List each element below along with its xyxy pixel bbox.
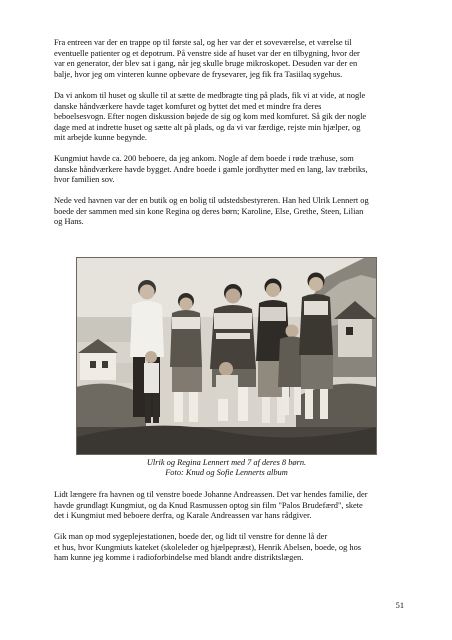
photo-credit: Foto: Knud og Sofie Lennerts album — [165, 468, 288, 477]
text-line: var en generator, der blev sat i gang, når jeg skulle bruge mikroskopet. Desuden var der en — [54, 59, 358, 69]
text-line: beboelsesvogn. Efter nogen diskussion bøjede de sig og kom med komfuret. Så gik der nogle — [54, 112, 367, 122]
text-line: balje, hvor jeg om vinteren kunne opbevare de frysevarer, jeg fik fra Tasiilaq sygehus. — [54, 69, 343, 79]
family-photo — [76, 257, 377, 455]
text-line: mit arbejde kunne begynde. — [54, 133, 148, 143]
family-photo-image — [76, 257, 377, 455]
text-line: ham kunne jeg komme i radioforbindelse med blandt andre distriktslægen. — [54, 553, 304, 563]
text-line: eventuelle patienter og et depotrum. På venstre side af huset var der en tilbygning, hvor der — [54, 48, 360, 58]
text-line: et hus, hvor Kungmiuts kateket (skoleleder og hjælpepræst), Henrik Abelsen, boede, og hos — [54, 542, 362, 552]
paragraph-arrival — [54, 91, 404, 144]
photo-caption: Ulrik og Regina Lennert med 7 af deres 8 børn. — [146, 458, 307, 467]
text-line: Kungmiut havde ca. 200 beboere, da jeg ankom. Nogle af dem boede i røde træhuse, som — [54, 154, 354, 163]
text-line: danske håndværkere havde bygget. Andre boede i gamle jordhytter med en lang, lav træbriks, — [54, 164, 368, 174]
text-line: havde grundlagt Kungmiut, og da Knud Rasmussen optog sin film "Palos Brudefærd", skete — [54, 500, 363, 510]
text-line: hvor familien sov. — [54, 175, 115, 185]
text-line: Lidt længere fra havnen og til venstre boede Johanne Andreassen. Det var hendes familie, der — [54, 490, 368, 499]
paragraph-andreassen — [54, 490, 404, 522]
text-line: og Hans. — [54, 217, 84, 227]
text-line: Fra entreen var der en trappe op til første sal, og her var der et soveværelse, et værelse til — [54, 38, 352, 47]
page-number: 51 — [395, 601, 404, 610]
text-line: Gik man op mod sygeplejestationen, boede der, og lidt til venstre for denne lå der — [54, 532, 328, 541]
paragraph-catechist — [54, 532, 404, 564]
text-line: dage med at indrette huset og sætte alt på plads, og da vi var færdige, rejste min hjælper, og — [54, 122, 361, 132]
text-line: boede der sammen med sin kone Regina og deres børn; Karoline, Else, Grethe, Steen, Lilian — [54, 206, 364, 216]
paragraph-harbour — [54, 196, 404, 228]
paragraph-inhabitants — [54, 154, 404, 186]
text-line: Nede ved havnen var der en butik og en bolig til udstedsbestyreren. Han hed Ulrik Lennert og — [54, 196, 369, 205]
text-line: det i Kungmiut med beboere derfra, og Karale Andreassen var hans rådgiver. — [54, 511, 312, 521]
text-line: Da vi ankom til huset og skulle til at sætte de medbragte ting på plads, fik vi at vide, at nogle — [54, 91, 366, 100]
paragraph-entrance — [54, 38, 404, 80]
text-line: danske håndværkere havde taget komfuret og byttet det med et mindre fra deres — [54, 101, 322, 111]
